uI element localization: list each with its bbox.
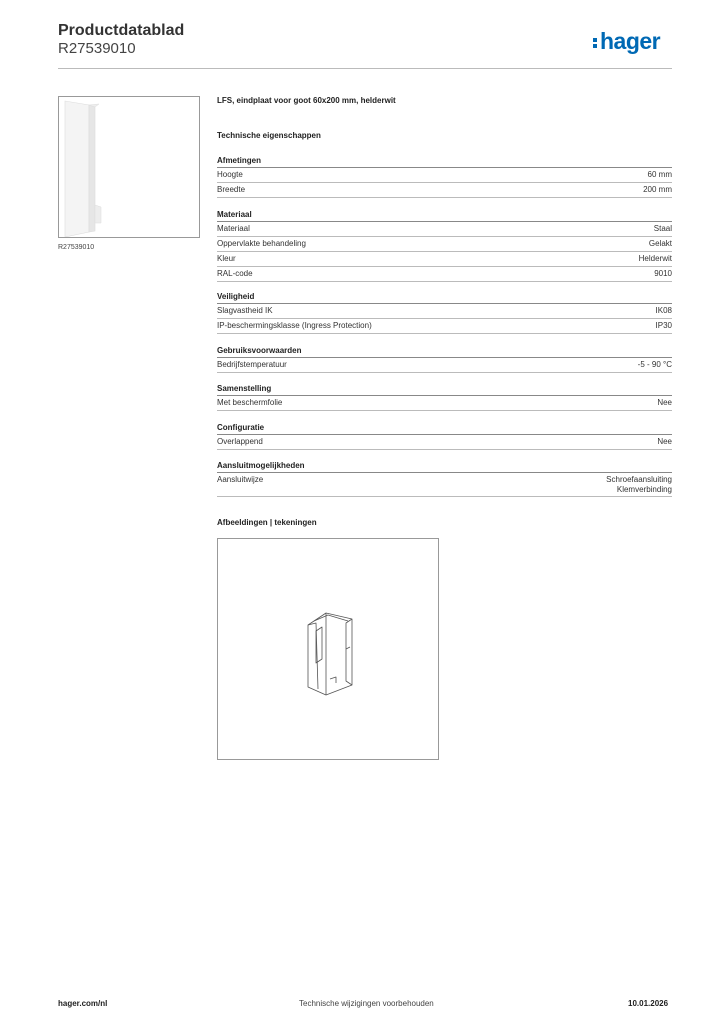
spec-value: 9010 xyxy=(654,269,672,278)
group-title: Gebruiksvoorwaarden xyxy=(217,345,672,358)
spec-value: IK08 xyxy=(655,306,672,315)
spec-value-line: Klemverbinding xyxy=(616,485,672,494)
spec-group-dimensions xyxy=(217,155,672,198)
logo-text: hager xyxy=(600,28,661,54)
spec-group-composition xyxy=(217,383,672,411)
header-divider xyxy=(58,68,672,69)
spec-label: Met beschermfolie xyxy=(217,398,283,407)
footer-website-link[interactable]: hager.com/nl xyxy=(58,999,108,1008)
spec-value: Staal xyxy=(653,224,672,233)
spec-value: Helderwit xyxy=(638,254,672,263)
spec-group-safety xyxy=(217,291,672,334)
spec-group-conditions xyxy=(217,345,672,373)
spec-group-material xyxy=(217,209,672,282)
spec-label: Breedte xyxy=(217,185,246,194)
spec-label: IP-beschermingsklasse (Ingress Protection) xyxy=(217,321,372,330)
spec-value-line: Schroefaansluiting xyxy=(606,475,672,484)
spec-label: Aansluitwijze xyxy=(217,475,264,484)
technical-heading: Technische eigenschappen xyxy=(217,131,321,140)
image-caption: R27539010 xyxy=(58,244,95,251)
spec-row xyxy=(217,168,672,183)
spec-label: Materiaal xyxy=(217,224,250,233)
spec-row xyxy=(217,267,672,282)
spec-row xyxy=(217,304,672,319)
spec-value: 200 mm xyxy=(643,185,672,194)
spec-label: RAL-code xyxy=(217,269,253,278)
group-title: Afmetingen xyxy=(217,155,672,168)
end-plate-drawing-icon xyxy=(218,539,438,759)
spec-row xyxy=(217,435,672,450)
spec-row xyxy=(217,183,672,198)
spec-label: Overlappend xyxy=(217,437,263,446)
drawings-heading: Afbeeldingen | tekeningen xyxy=(217,518,317,527)
spec-group-connection xyxy=(217,460,672,497)
product-description: LFS, eindplaat voor goot 60x200 mm, helderwit xyxy=(217,96,396,105)
hager-logo[interactable] xyxy=(593,28,660,55)
spec-row xyxy=(217,222,672,237)
page-title: Productdatablad xyxy=(58,22,185,39)
product-code: R27539010 xyxy=(58,40,136,57)
spec-row xyxy=(217,473,672,497)
end-plate-photo-icon xyxy=(59,97,199,237)
spec-label: Slagvastheid IK xyxy=(217,306,273,315)
spec-label: Kleur xyxy=(217,254,236,263)
footer-disclaimer: Technische wijzigingen voorbehouden xyxy=(299,999,434,1008)
spec-label: Oppervlakte behandeling xyxy=(217,239,306,248)
group-title: Materiaal xyxy=(217,209,672,222)
spec-value xyxy=(606,475,672,496)
group-title: Samenstelling xyxy=(217,383,672,396)
spec-row xyxy=(217,358,672,373)
group-title: Veiligheid xyxy=(217,291,672,304)
spec-row xyxy=(217,237,672,252)
spec-row xyxy=(217,252,672,267)
spec-value: Gelakt xyxy=(648,239,672,248)
spec-value: Nee xyxy=(657,398,672,407)
spec-group-configuration xyxy=(217,422,672,450)
spec-value: -5 - 90 °C xyxy=(637,360,672,369)
logo-dots-icon xyxy=(593,36,598,50)
product-image xyxy=(58,96,200,238)
spec-row xyxy=(217,396,672,411)
spec-row xyxy=(217,319,672,334)
group-title: Configuratie xyxy=(217,422,672,435)
footer-date: 10.01.2026 xyxy=(628,999,669,1008)
spec-label: Hoogte xyxy=(217,170,243,179)
spec-label: Bedrijfstemperatuur xyxy=(217,360,287,369)
spec-value: IP30 xyxy=(655,321,672,330)
group-title: Aansluitmogelijkheden xyxy=(217,460,672,473)
spec-value: 60 mm xyxy=(647,170,672,179)
technical-drawing xyxy=(217,538,439,760)
spec-value: Nee xyxy=(657,437,672,446)
